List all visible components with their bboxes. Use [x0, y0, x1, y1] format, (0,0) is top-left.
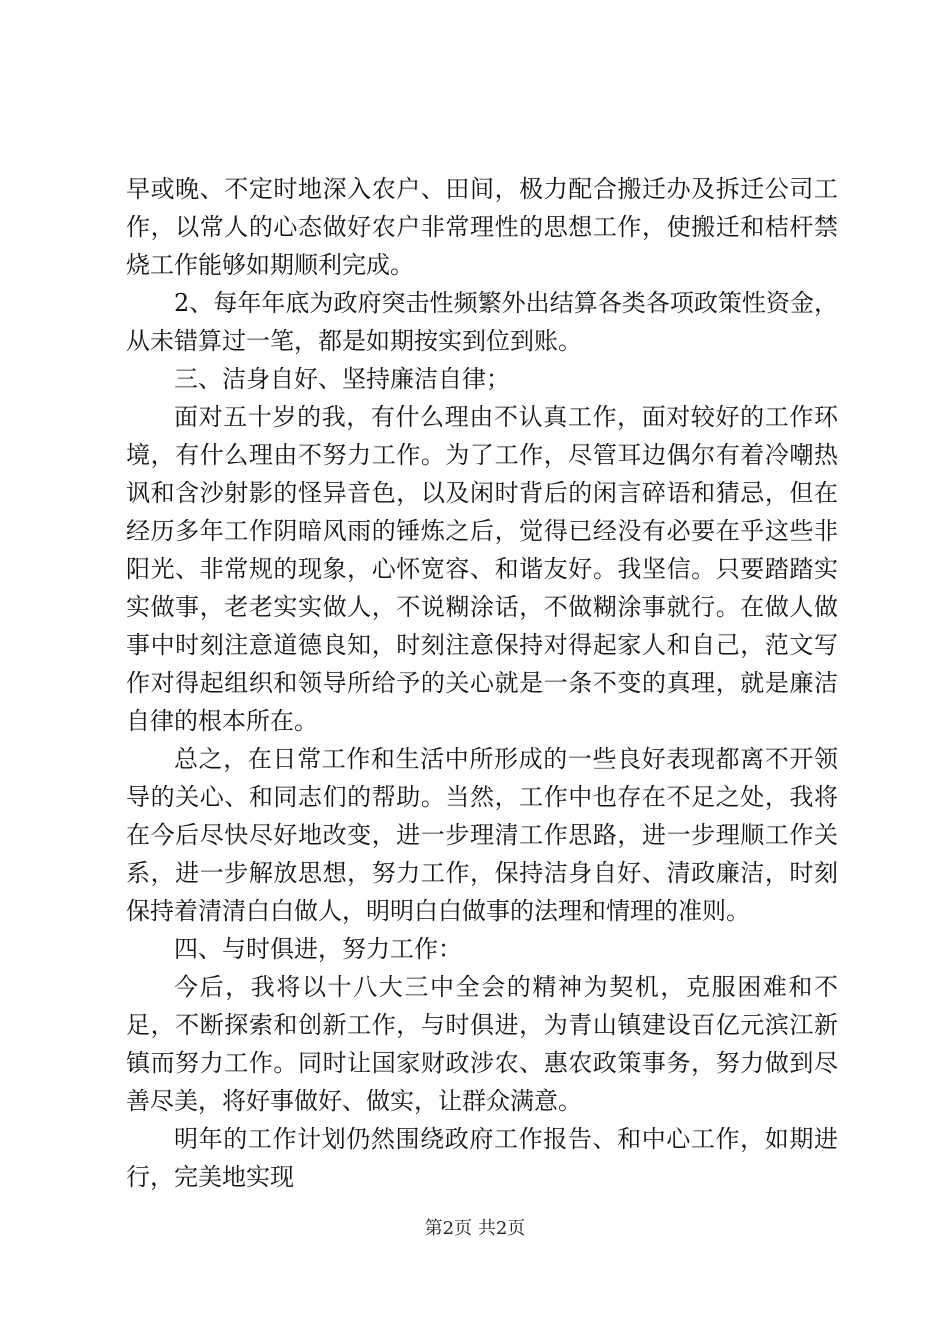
page-footer: 第2页 共2页 [424, 1218, 526, 1239]
paragraph-continuation: 早或晚、不定时地深入农户、田间，极力配合搬迁办及拆迁公司工作，以常人的心态做好农户非常理性的思想工作，使搬迁和桔杆禁烧工作能够如期顺利完成。 [126, 175, 838, 279]
paragraph-summary: 总之，在日常工作和生活中所形成的一些良好表现都离不开领导的关心、和同志们的帮助。当然，工作中也存在不足之处，我将在今后尽快尽好地改变，进一步理清工作思路，进一步理顺工作关系，进一步解放思想，努力工作，保持洁身自好、清政廉洁，时刻保持着清清白白做人，明明白白做事的法理和情理的准则。 [126, 745, 838, 925]
section-heading-progress: 四、与时俱进，努力工作： [174, 935, 462, 963]
paragraph-next-year-plan: 明年的工作计划仍然围绕政府工作报告、和中心工作，如期进行，完美地实现 [126, 1125, 838, 1191]
section-heading-integrity: 三、洁身自好、坚持廉洁自律； [174, 365, 510, 393]
paragraph-integrity: 面对五十岁的我，有什么理由不认真工作，面对较好的工作环境，有什么理由不努力工作。为了工作，尽管耳边偶尔有着冷嘲热讽和含沙射影的怪异音色，以及闲时背后的闲言碎语和猜忌，但在经历多年工作阴暗风雨的锤炼之后，觉得已经没有必要在乎这些非阳光、非常规的现象，心怀宽容、和谐友好。我坚信。只要踏踏实实做事，老老实实做人，不说糊涂话，不做糊涂事就行。在做人做事中时刻注意道德良知，时刻注意保持对得起家人和自己，范文写作对得起组织和领导所给予的关心就是一条不变的真理，就是廉洁自律的根本所在。 [126, 403, 838, 735]
paragraph-settlement: 2、每年年底为政府突击性频繁外出结算各类各项政策性资金，从未错算过一笔，都是如期按实到位到账。 [126, 289, 838, 355]
paragraph-future: 今后，我将以十八大三中全会的精神为契机，克服困难和不足，不断探索和创新工作，与时俱进，为青山镇建设百亿元滨江新镇而努力工作。同时让国家财政涉农、惠农政策事务，努力做到尽善尽美，将好事做好、做实，让群众满意。 [126, 973, 838, 1115]
document-body [126, 170, 838, 1196]
